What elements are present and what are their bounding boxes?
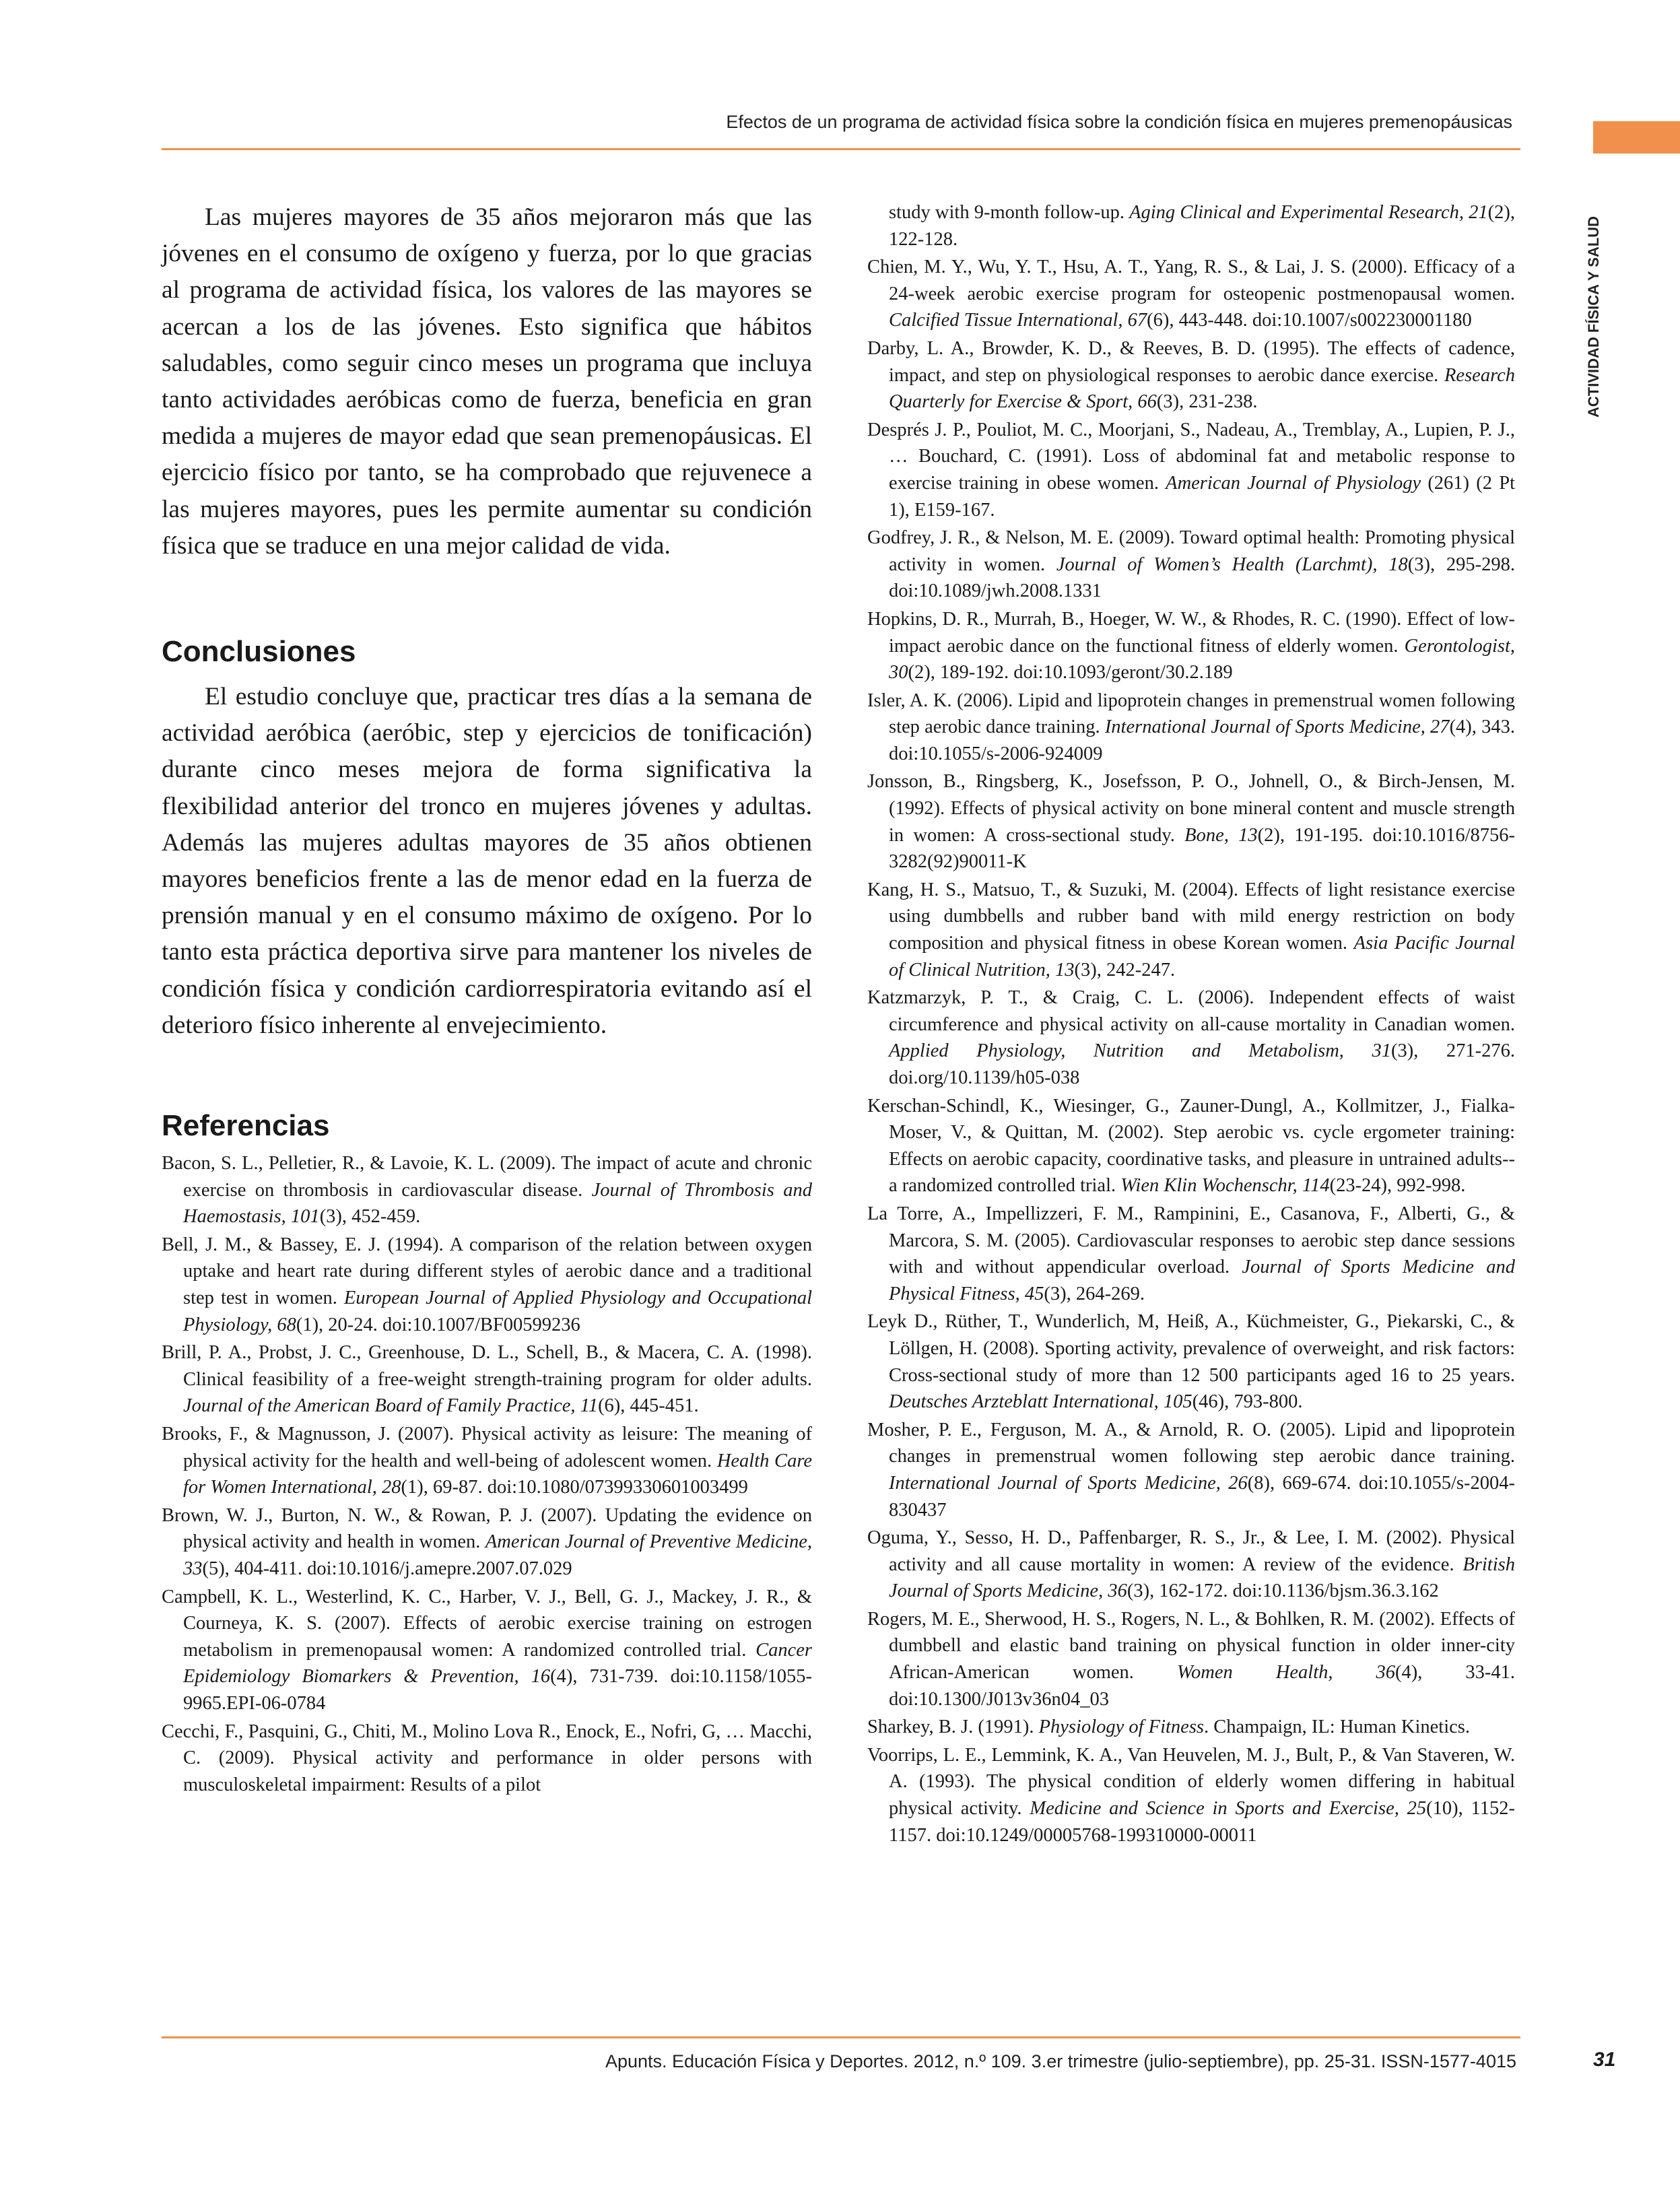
footer-citation-text: Apunts. Educación Física y Deportes. 2012, n.º 109. 3.er trimestre (julio-septiembre), pp. 25-31. ISSN-1577-4015 [605, 2051, 1516, 2071]
reference-item [867, 1525, 1515, 1605]
reference-text: Brown, W. J., Burton, N. W., & Rowan, P. J. (2007). Updating the evidence on physical activity and health in women. [162, 1504, 812, 1553]
reference-item [867, 1606, 1515, 1712]
reference-journal: International Journal of Sports Medicine, 26 [889, 1472, 1248, 1494]
reference-text: Bell, J. M., & Bassey, E. J. (1994). A comparison of the relation between oxygen uptake and heart rate during different styles of aerobic dance and a traditional step test in women. [162, 1234, 812, 1309]
section-side-label: ACTIVIDAD FÍSICA Y SALUD [1585, 215, 1602, 418]
reference-details: (3), 231-238. [1156, 391, 1258, 413]
reference-item [162, 1421, 812, 1501]
reference-journal: British Journal of Sports Medicine, 36 [889, 1554, 1515, 1602]
reference-item [867, 606, 1515, 686]
reference-item [162, 1502, 812, 1583]
reference-details: (3), 452-459. [319, 1206, 421, 1228]
reference-text: Sharkey, B. J. (1991). [867, 1717, 1039, 1738]
left-column [162, 199, 812, 1799]
reference-journal: Journal of Women’s Health (Larchmt), 18 [1056, 554, 1408, 575]
reference-details: (8), 669-674. doi:10.1055/s-2004-830437 [889, 1472, 1515, 1521]
reference-journal: Physiology of Fitness [1038, 1717, 1205, 1738]
reference-item [867, 1742, 1515, 1849]
reference-details: (3), 295-298. doi:10.1089/jwh.2008.1331 [889, 554, 1515, 602]
reference-journal: American Journal of Physiology [1166, 472, 1421, 494]
reference-details: . Champaign, IL: Human Kinetics. [1204, 1717, 1470, 1738]
reference-journal: American Journal of Preventive Medicine, 33 [183, 1531, 812, 1579]
reference-item [867, 1714, 1515, 1741]
reference-details: (2), 189-192. doi:10.1093/geront/30.2.189 [908, 662, 1233, 684]
reference-item [162, 1232, 812, 1338]
conclusions-paragraph: El estudio concluye que, practicar tres días a la semana de actividad aeróbica (aeróbic, step y ejercicios de tonificación) durante cinco meses mejora de forma significativa la flexibilidad anterior del tronco en mujeres jóvenes y adultas. Además las mujeres adultas mayores de 35 años obtienen mayores beneficios frente a las de menor edad en la fuerza de prensión manual y en el consumo máximo de oxígeno. Por lo tanto esta práctica deportiva sirve para mantener los niveles de condición física y condición cardiorrespiratoria evitando así el deterioro físico inherente al envejecimiento. [162, 683, 812, 1039]
reference-journal: Journal of the American Board of Family Practice, 11 [183, 1395, 599, 1417]
reference-details: (4), 343. doi:10.1055/s-2006-924009 [889, 717, 1515, 764]
reference-journal: Bone, 13 [1184, 824, 1258, 846]
reference-journal: Cancer Epidemiology Biomarkers & Prevention, 16 [183, 1639, 812, 1688]
reference-text: Cecchi, F., Pasquini, G., Chiti, M., Molino Lova R., Enock, E., Nofri, G, … Macchi, C. (2009). Physical activity and performance in older persons with musculoskeletal impairment: Results of a pilot [162, 1721, 812, 1795]
reference-text: Mosher, P. E., Ferguson, M. A., & Arnold, R. O. (2005). Lipid and lipoprotein changes in premenstrual women following step aerobic dance training. [867, 1419, 1515, 1467]
reference-details: (3), 264-269. [1044, 1283, 1145, 1304]
reference-details: (1), 20-24. doi:10.1007/BF00599236 [296, 1314, 580, 1335]
reference-text: Voorrips, L. E., Lemmink, K. A., Van Heuvelen, M. J., Bult, P., & Van Staveren, W. A. (1993). The physical condition of elderly women differing in habitual physical activity. [867, 1744, 1515, 1820]
reference-journal: Health Care for Women International, 28 [183, 1450, 813, 1498]
reference-text: Campbell, K. L., Westerlind, K. C., Harber, V. J., Bell, G. J., Mackey, J. R., & Courneya, K. S. (2007). Effects of aerobic exercise training on estrogen metabolism in premenopausal women: A randomized controlled trial. [162, 1586, 812, 1661]
reference-text: study with 9-month follow-up. [889, 202, 1130, 223]
reference-item [162, 1719, 812, 1799]
reference-details: (261) (2 Pt 1), E159-167. [889, 472, 1515, 521]
references-list-right [867, 199, 1515, 1849]
reference-item [867, 1417, 1515, 1523]
reference-item [867, 985, 1515, 1091]
reference-journal: Journal of Sports Medicine and Physical Fitness, 45 [889, 1257, 1515, 1304]
reference-text: Després J. P., Pouliot, M. C., Moorjani, S., Nadeau, A., Tremblay, A., Lupien, P. J., … Bouchard, C. (1991). Loss of abdominal fat and metabolic response to exercise training in obese women. [867, 419, 1515, 494]
header-rule [162, 148, 1520, 150]
reference-journal: Aging Clinical and Experimental Research, 21 [1129, 202, 1488, 223]
reference-details: (3), 271-276. doi.org/10.1139/h05-038 [889, 1040, 1515, 1088]
reference-details: (3), 242-247. [1074, 959, 1176, 980]
reference-journal: Applied Physiology, Nutrition and Metabolism, 31 [889, 1040, 1391, 1062]
reference-text: Kerschan-Schindl, K., Wiesinger, G., Zauner-Dungl, A., Kollmitzer, J., Fialka-Moser, V., & Quittan, M. (2002). Step aerobic vs. cycle ergometer training: Effects on aerobic capacity, coordinative tasks, and pleasure in untrained adults--a randomized controlled trial. [867, 1095, 1515, 1197]
reference-journal: Medicine and Science in Sports and Exercise, 25 [1030, 1798, 1427, 1820]
reference-item [867, 525, 1515, 605]
reference-details: (2), 122-128. [889, 202, 1515, 250]
reference-item [867, 1308, 1515, 1415]
reference-text: Katzmarzyk, P. T., & Craig, C. L. (2006). Independent effects of waist circumference and physical activity on all-cause mortality in Canadian women. [867, 987, 1515, 1035]
reference-text: Godfrey, J. R., & Nelson, M. E. (2009). Toward optimal health: Promoting physical activity in women. [867, 527, 1515, 575]
reference-item [162, 1584, 812, 1717]
references-list-left [162, 1150, 812, 1798]
reference-text: Darby, L. A., Browder, K. D., & Reeves, B. D. (1995). The effects of cadence, impact, and step on physiological responses to aerobic dance exercise. [867, 337, 1515, 386]
reference-item [867, 335, 1515, 415]
reference-item [867, 1093, 1515, 1199]
reference-item [867, 199, 1515, 253]
reference-text: Leyk D., Rüther, T., Wunderlich, M, Heiß, A., Küchmeister, G., Piekarski, C., & Löllgen, H. (2008). Sporting activity, prevalence of overweight, and risk factors: Cross-sectional study of more than 12 500 participants aged 16 to 25 years. [867, 1311, 1515, 1386]
reference-text: Brooks, F., & Magnusson, J. (2007). Physical activity as leisure: The meaning of physical activity for the health and well-being of adolescent women. [162, 1424, 812, 1471]
reference-details: (23-24), 992-998. [1329, 1175, 1466, 1197]
reference-text: Bacon, S. L., Pelletier, R., & Lavoie, K. L. (2009). The impact of acute and chronic exercise on thrombosis in cardiovascular disease. [162, 1153, 812, 1201]
reference-details: (5), 404-411. doi:10.1016/j.amepre.2007.07.029 [202, 1558, 572, 1579]
reference-item [867, 1201, 1515, 1307]
reference-text: Kang, H. S., Matsuo, T., & Suzuki, M. (2004). Effects of light resistance exercise using dumbbells and rubber band with mild energy restriction on body composition and physical fitness in obese Korean women. [867, 879, 1515, 954]
reference-text: Jonsson, B., Ringsberg, K., Josefsson, P. O., Johnell, O., & Birch-Jensen, M. (1992). Effects of physical activity on bone mineral content and muscle strength in women: A cross-sectional study. [867, 771, 1515, 846]
reference-details: (10), 1152-1157. doi:10.1249/00005768-199310000-00011 [889, 1798, 1515, 1846]
reference-details: (6), 445-451. [598, 1395, 699, 1417]
reference-journal: Asia Pacific Journal of Clinical Nutrition, 13 [889, 933, 1516, 980]
right-column [867, 199, 1515, 1850]
reference-journal: International Journal of Sports Medicine, 27 [1104, 717, 1450, 738]
reference-item [162, 1150, 812, 1230]
reference-text: Chien, M. Y., Wu, Y. T., Hsu, A. T., Yang, R. S., & Lai, J. S. (2000). Efficacy of a 24-week aerobic exercise program for osteopenic postmenopausal women. [867, 257, 1515, 304]
reference-text: La Torre, A., Impellizzeri, F. M., Rampinini, E., Casanova, F., Alberti, G., & Marcora, S. M. (2005). Cardiovascular responses to aerobic step dance sessions with and without appendicular overload. [867, 1203, 1515, 1278]
reference-item [867, 417, 1515, 523]
page-number: 31 [1593, 2049, 1616, 2071]
reference-item [867, 877, 1515, 983]
running-header: Efectos de un programa de actividad física sobre la condición física en mujeres premenopáusicas [726, 112, 1512, 132]
reference-details: (46), 793-800. [1192, 1391, 1303, 1413]
reference-item [867, 254, 1515, 334]
reference-details: (6), 443-448. doi:10.1007/s002230001180 [1147, 310, 1472, 331]
reference-item [867, 688, 1515, 768]
reference-journal: Women Health, 36 [1176, 1662, 1396, 1684]
references-heading: Referencias [162, 1109, 330, 1143]
intro-paragraph: Las mujeres mayores de 35 años mejoraron más que las jóvenes en el consumo de oxígeno y fuerza, por lo que gracias al programa de actividad física, los valores de las mayores se acercan a los de las jóvenes. Esto significa que hábitos saludables, como seguir cinco meses un programa que incluya tanto actividades aeróbicas como de fuerza, beneficia en gran medida a mujeres de mayor edad que sean premenopáusicas. El ejercicio físico por tanto, se ha comprobado que rejuvenece a las mujeres mayores, pues les permite aumentar su condición física que se traduce en una mejor calidad de vida. [162, 203, 812, 560]
reference-item [867, 768, 1515, 875]
reference-details: (4), 731-739. doi:10.1158/1055-9965.EPI-06-0784 [183, 1666, 812, 1714]
reference-details: (1), 69-87. doi:10.1080/07399330601003499 [401, 1477, 748, 1498]
reference-journal: Research Quarterly for Exercise & Sport, 66 [889, 364, 1515, 413]
reference-text: Oguma, Y., Sesso, H. D., Paffenbarger, R. S., Jr., & Lee, I. M. (2002). Physical activity and all cause mortality in women: A review of the evidence. [867, 1527, 1515, 1575]
reference-text: Brill, P. A., Probst, J. C., Greenhouse, D. L., Schell, B., & Macera, C. A. (1998). Clinical feasibility of a free-weight strength-training program for older adults. [162, 1342, 812, 1390]
reference-text: Isler, A. K. (2006). Lipid and lipoprotein changes in premenstrual women following step aerobic dance training. [867, 690, 1515, 738]
reference-details: (2), 191-195. doi:10.1016/8756-3282(92)90011-K [889, 824, 1515, 873]
reference-text: Rogers, M. E., Sherwood, H. S., Rogers, N. L., & Bohlken, R. M. (2002). Effects of dumbbell and elastic band training on physical function in older inner-city African-American women. [867, 1608, 1515, 1684]
reference-journal: Deutsches Arzteblatt International, 105 [889, 1391, 1192, 1413]
reference-journal: Wien Klin Wochenschr, 114 [1120, 1175, 1330, 1197]
reference-details: (4), 33-41. doi:10.1300/J013v36n04_03 [889, 1662, 1515, 1710]
footer-rule [162, 2036, 1520, 2038]
reference-journal: Journal of Thrombosis and Haemostasis, 101 [183, 1179, 812, 1228]
reference-text: Hopkins, D. R., Murrah, B., Hoeger, W. W., & Rhodes, R. C. (1990). Effect of low-impact aerobic dance on the functional fitness of elderly women. [867, 608, 1515, 657]
header-accent-tab [1593, 121, 1680, 154]
reference-item [162, 1339, 812, 1420]
footer-citation [162, 2051, 1516, 2072]
reference-details: (3), 162-172. doi:10.1136/bjsm.36.3.162 [1127, 1580, 1439, 1602]
conclusions-heading: Conclusiones [162, 635, 356, 669]
reference-journal: Gerontologist, 30 [889, 635, 1515, 684]
reference-journal: European Journal of Applied Physiology and Occupational Physiology, 68 [183, 1288, 812, 1335]
reference-journal: Calcified Tissue International, 67 [889, 310, 1147, 331]
